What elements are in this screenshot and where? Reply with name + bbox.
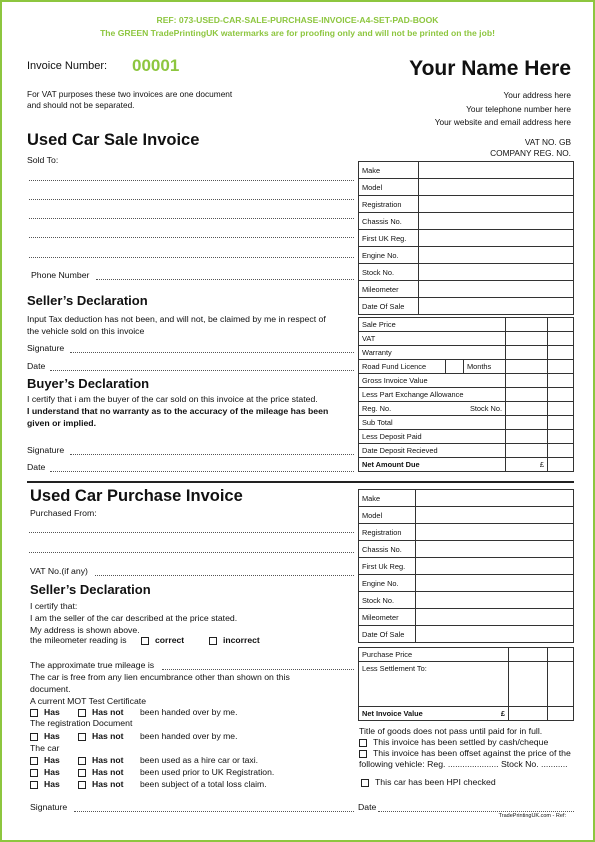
- table-row: [359, 213, 574, 230]
- correct-checkbox[interactable]: [141, 637, 149, 645]
- invoice-number: 00001: [132, 56, 180, 75]
- vat-note-line: and should not be separated.: [27, 99, 135, 110]
- value-cell[interactable]: [548, 318, 574, 332]
- value-cell[interactable]: [548, 662, 574, 707]
- mot-row: [30, 707, 237, 717]
- has-label: Has: [44, 731, 60, 741]
- row-label: Mileometer: [359, 281, 419, 298]
- value-cell[interactable]: [506, 430, 548, 444]
- mileometer-label: the mileometer reading is: [30, 635, 127, 645]
- row-label: Date Of Sale: [359, 298, 419, 315]
- value-cell[interactable]: [506, 416, 548, 430]
- proof-reference: [2, 14, 593, 40]
- reg-label: Reg. No.: [362, 404, 392, 413]
- company-reg-number: COMPANY REG. NO.: [490, 147, 571, 158]
- row-label: First UK Reg.: [359, 230, 419, 247]
- value-cell[interactable]: [506, 360, 548, 374]
- has-checkbox[interactable]: [30, 757, 38, 765]
- purchased-from-line[interactable]: [29, 552, 354, 553]
- value-cell[interactable]: [416, 558, 574, 575]
- table-row: [359, 507, 574, 524]
- row-label: Sale Price: [359, 318, 506, 332]
- purchase-signature-label: Signature: [30, 802, 68, 812]
- watermark-note: The GREEN TradePrintingUK watermarks are for proofing only and will not be printed on the job!: [100, 28, 495, 38]
- table-row: [359, 458, 574, 472]
- table-row: [359, 575, 574, 592]
- row-label: Date Deposit Recieved: [359, 444, 506, 458]
- row-label: Stock No.: [359, 592, 416, 609]
- sale-price-table: [358, 317, 574, 472]
- row-label: Registration: [359, 524, 416, 541]
- approx-mileage-line[interactable]: [162, 669, 354, 670]
- net-invoice-text: Net Invoice Value: [362, 709, 423, 718]
- declaration-line: the vehicle sold on this invoice: [27, 326, 145, 336]
- value-cell[interactable]: [548, 444, 574, 458]
- value-cell[interactable]: [419, 247, 574, 264]
- has-not-label: Has not: [92, 755, 124, 765]
- value-cell[interactable]: [419, 162, 574, 179]
- table-row: [359, 626, 574, 643]
- statement: been used prior to UK Registration.: [140, 767, 275, 777]
- sold-to-label: Sold To:: [27, 155, 59, 165]
- value-cell[interactable]: [416, 490, 574, 507]
- vat-number: VAT NO. GB: [524, 137, 571, 147]
- road-fund-box[interactable]: [445, 360, 463, 373]
- value-cell[interactable]: [416, 541, 574, 558]
- phone-label: Phone Number: [31, 270, 90, 280]
- value-cell[interactable]: [548, 374, 574, 388]
- sale-signature-line[interactable]: [70, 352, 354, 353]
- lien-text: [30, 671, 290, 707]
- declaration-line: I certify that i am the buyer of the car sold on this invoice at the price stated.: [27, 394, 318, 404]
- table-row: [359, 648, 574, 662]
- value-cell[interactable]: [509, 662, 548, 707]
- has-not-label: Has not: [92, 779, 124, 789]
- sold-to-line[interactable]: [29, 218, 354, 219]
- declaration-line: Input Tax deduction has not been, and will not, be claimed by me in respect of: [27, 314, 326, 324]
- purchase-vehicle-table: [358, 489, 574, 643]
- value-cell[interactable]: [509, 707, 548, 721]
- row-label: Sub Total: [359, 416, 506, 430]
- has-label: Has: [44, 779, 60, 789]
- phone-line[interactable]: [96, 279, 354, 280]
- incorrect-label: incorrect: [223, 635, 260, 645]
- has-not-label: Has not: [92, 707, 124, 717]
- business-details: [435, 89, 571, 130]
- buyer-declaration-title: Buyer’s Declaration: [27, 376, 150, 391]
- table-row: [359, 247, 574, 264]
- sale-vehicle-table: [358, 161, 574, 315]
- value-cell[interactable]: [548, 402, 574, 416]
- declaration-line: I am the seller of the car described at the price stated.: [30, 613, 238, 623]
- vat-if-any-line[interactable]: [95, 575, 354, 576]
- value-cell[interactable]: [506, 318, 548, 332]
- value-cell[interactable]: [416, 575, 574, 592]
- purchase-signature-line[interactable]: [74, 811, 354, 812]
- declaration-line: The car is free from any lien encumbrance other than shown on this: [30, 672, 290, 682]
- statement: been used as a hire car or taxi.: [140, 755, 258, 765]
- table-row: [359, 374, 574, 388]
- row-label: Chassis No.: [359, 541, 416, 558]
- purchase-certify-text: [30, 600, 237, 636]
- statement: been handed over by me.: [140, 731, 238, 741]
- buyer-date-label: Date: [27, 462, 46, 472]
- table-row: [359, 332, 574, 346]
- has-not-checkbox[interactable]: [78, 757, 86, 765]
- table-row: [359, 230, 574, 247]
- row-label: Stock No.: [359, 264, 419, 281]
- has-checkbox[interactable]: [30, 781, 38, 789]
- row-label: Less Part Exchange Allowance: [359, 388, 506, 402]
- value-cell[interactable]: [548, 707, 574, 721]
- has-label: Has: [44, 755, 60, 765]
- row-label: Gross Invoice Value: [359, 374, 506, 388]
- value-cell[interactable]: [506, 388, 548, 402]
- row-label: Less Settlement To:: [359, 662, 509, 707]
- declaration-line: document.: [30, 684, 71, 694]
- sold-to-line[interactable]: [29, 199, 354, 200]
- road-fund-label: Road Fund Licence: [362, 362, 427, 371]
- declaration-line: given or implied.: [27, 418, 97, 428]
- net-invoice-label: [359, 707, 509, 721]
- business-phone: Your telephone number here: [466, 103, 571, 114]
- value-cell[interactable]: [419, 213, 574, 230]
- the-car-label: The car: [30, 743, 60, 753]
- table-row: [359, 298, 574, 315]
- purchase-seller-declaration-title: Seller’s Declaration: [30, 582, 151, 597]
- vat-note-line: For VAT purposes these two invoices are one document: [27, 89, 233, 99]
- business-web: Your website and email address here: [434, 117, 571, 127]
- stock-label: Stock No.: [469, 404, 502, 413]
- row-label: Chassis No.: [359, 213, 419, 230]
- incorrect-checkbox[interactable]: [209, 637, 217, 645]
- table-row: [359, 179, 574, 196]
- value-cell[interactable]: [416, 609, 574, 626]
- row-label: Engine No.: [359, 575, 416, 592]
- approx-mileage-label: The approximate true mileage is: [30, 660, 155, 670]
- value-cell[interactable]: [419, 196, 574, 213]
- net-amount-label: Net Amount Due: [359, 458, 506, 472]
- row-label: VAT: [359, 332, 506, 346]
- purchased-from-line[interactable]: [29, 532, 354, 533]
- reg-doc-label: The registration Document: [30, 718, 133, 728]
- hpi-row: [361, 777, 496, 787]
- value-cell[interactable]: [548, 648, 574, 662]
- table-row: [359, 541, 574, 558]
- mot-label: A current MOT Test Certificate: [30, 696, 147, 706]
- purchase-price-table: [358, 647, 574, 721]
- table-row: [359, 281, 574, 298]
- row-label: [359, 360, 506, 374]
- has-not-checkbox[interactable]: [78, 769, 86, 777]
- table-row: [359, 360, 574, 374]
- value-cell[interactable]: [419, 179, 574, 196]
- invoice-number-label: Invoice Number:: [27, 60, 108, 72]
- currency: £: [500, 709, 505, 718]
- value-cell[interactable]: [419, 298, 574, 315]
- has-label: Has: [44, 767, 60, 777]
- title-note: Title of goods does not pass until paid for in full.: [359, 726, 543, 736]
- table-row: [359, 402, 574, 416]
- table-row: [359, 524, 574, 541]
- statement: been handed over by me.: [140, 707, 238, 717]
- value-cell[interactable]: [416, 592, 574, 609]
- declaration-line: I understand that no warranty as to the accuracy of the mileage has been: [27, 406, 329, 416]
- title-of-goods: [359, 726, 577, 770]
- offset-row: [359, 748, 577, 759]
- declaration-line: I certify that:: [30, 601, 78, 611]
- hpi-label: This car has been HPI checked: [375, 777, 496, 787]
- table-row: [359, 662, 574, 707]
- settled-row: [359, 737, 577, 748]
- reg-doc-row: [30, 731, 237, 741]
- has-not-label: Has not: [92, 731, 124, 741]
- has-not-checkbox[interactable]: [78, 709, 86, 717]
- table-row: [359, 162, 574, 179]
- section-divider: [27, 481, 574, 483]
- row-label: Date Of Sale: [359, 626, 416, 643]
- table-row: [359, 416, 574, 430]
- value-cell[interactable]: [506, 374, 548, 388]
- table-row: [359, 558, 574, 575]
- sold-to-line[interactable]: [29, 237, 354, 238]
- sale-title: Used Car Sale Invoice: [27, 131, 200, 149]
- value-cell[interactable]: [548, 360, 574, 374]
- buyer-date-line[interactable]: [50, 471, 354, 472]
- buyer-signature-line[interactable]: [70, 454, 354, 455]
- row-label: Engine No.: [359, 247, 419, 264]
- value-cell[interactable]: [506, 332, 548, 346]
- purchase-title: Used Car Purchase Invoice: [30, 487, 243, 505]
- vat-if-any-label: VAT No.(if any): [30, 566, 88, 576]
- prior-row: [30, 767, 274, 777]
- vat-note: [27, 89, 232, 110]
- table-row: [359, 264, 574, 281]
- table-row: [359, 444, 574, 458]
- hpi-checkbox[interactable]: [361, 779, 369, 787]
- mileometer-row: [30, 635, 260, 645]
- value-cell[interactable]: [419, 230, 574, 247]
- value-cell[interactable]: [548, 416, 574, 430]
- row-label: Model: [359, 179, 419, 196]
- settled-checkbox[interactable]: [359, 739, 367, 747]
- loss-row: [30, 779, 267, 789]
- offset-label: This invoice has been offset against the price of the: [373, 748, 571, 758]
- value-cell[interactable]: [506, 444, 548, 458]
- value-cell[interactable]: [416, 507, 574, 524]
- statement: been subject of a total loss claim.: [140, 779, 267, 789]
- purchased-from-label: Purchased From:: [30, 508, 97, 518]
- hire-row: [30, 755, 258, 765]
- has-checkbox[interactable]: [30, 769, 38, 777]
- value-cell[interactable]: [416, 626, 574, 643]
- company-numbers: [490, 137, 571, 158]
- declaration-line: My address is shown above.: [30, 625, 140, 635]
- value-cell[interactable]: [548, 332, 574, 346]
- row-label: Make: [359, 162, 419, 179]
- has-label: Has: [44, 707, 60, 717]
- table-row: [359, 318, 574, 332]
- ref-line: REF: 073-USED-CAR-SALE-PURCHASE-INVOICE-A4-SET-PAD-BOOK: [156, 15, 439, 25]
- has-not-checkbox[interactable]: [78, 781, 86, 789]
- row-label: Registration: [359, 196, 419, 213]
- offset-detail: following vehicle: Reg. ..................... Stock No. ...........: [359, 759, 568, 769]
- row-label: Less Deposit Paid: [359, 430, 506, 444]
- has-checkbox[interactable]: [30, 733, 38, 741]
- row-label: [359, 402, 506, 416]
- correct-label: correct: [155, 635, 185, 645]
- sale-seller-declaration-title: Seller’s Declaration: [27, 293, 148, 308]
- business-name: Your Name Here: [409, 57, 571, 80]
- row-label: Mileometer: [359, 609, 416, 626]
- table-row: [359, 430, 574, 444]
- sale-date-label: Date: [27, 361, 46, 371]
- sale-date-line[interactable]: [50, 370, 354, 371]
- value-cell[interactable]: [548, 388, 574, 402]
- purchase-date-line[interactable]: [378, 811, 574, 812]
- row-label: Purchase Price: [359, 648, 509, 662]
- value-cell[interactable]: [419, 281, 574, 298]
- currency-cell[interactable]: £: [506, 458, 548, 472]
- purchase-date-label: Date: [358, 802, 377, 812]
- months-label: Months: [463, 360, 505, 373]
- value-cell[interactable]: [419, 264, 574, 281]
- table-row: [359, 707, 574, 721]
- buyer-text: [27, 393, 328, 429]
- table-row: [359, 388, 574, 402]
- row-label: Model: [359, 507, 416, 524]
- footer-ref: TradePrintingUK.com - Ref:: [498, 813, 566, 819]
- table-row: [359, 346, 574, 360]
- row-label: First Uk Reg.: [359, 558, 416, 575]
- buyer-signature-label: Signature: [27, 445, 65, 455]
- sale-seller-text: [27, 313, 326, 337]
- has-checkbox[interactable]: [30, 709, 38, 717]
- has-not-label: Has not: [92, 767, 124, 777]
- sale-signature-label: Signature: [27, 343, 65, 353]
- value-cell[interactable]: [509, 648, 548, 662]
- sold-to-line[interactable]: [29, 180, 354, 181]
- has-not-checkbox[interactable]: [78, 733, 86, 741]
- value-cell[interactable]: [548, 346, 574, 360]
- table-row: [359, 609, 574, 626]
- value-cell[interactable]: [548, 430, 574, 444]
- table-row: [359, 490, 574, 507]
- table-row: [359, 196, 574, 213]
- value-cell[interactable]: [506, 346, 548, 360]
- sold-to-line[interactable]: [29, 257, 354, 258]
- value-cell[interactable]: [506, 402, 548, 416]
- value-cell[interactable]: [548, 458, 574, 472]
- row-label: Make: [359, 490, 416, 507]
- row-label: Warranty: [359, 346, 506, 360]
- offset-checkbox[interactable]: [359, 750, 367, 758]
- value-cell[interactable]: [416, 524, 574, 541]
- settled-label: This invoice has been settled by cash/cheque: [373, 737, 549, 747]
- business-address: Your address here: [503, 90, 571, 100]
- table-row: [359, 592, 574, 609]
